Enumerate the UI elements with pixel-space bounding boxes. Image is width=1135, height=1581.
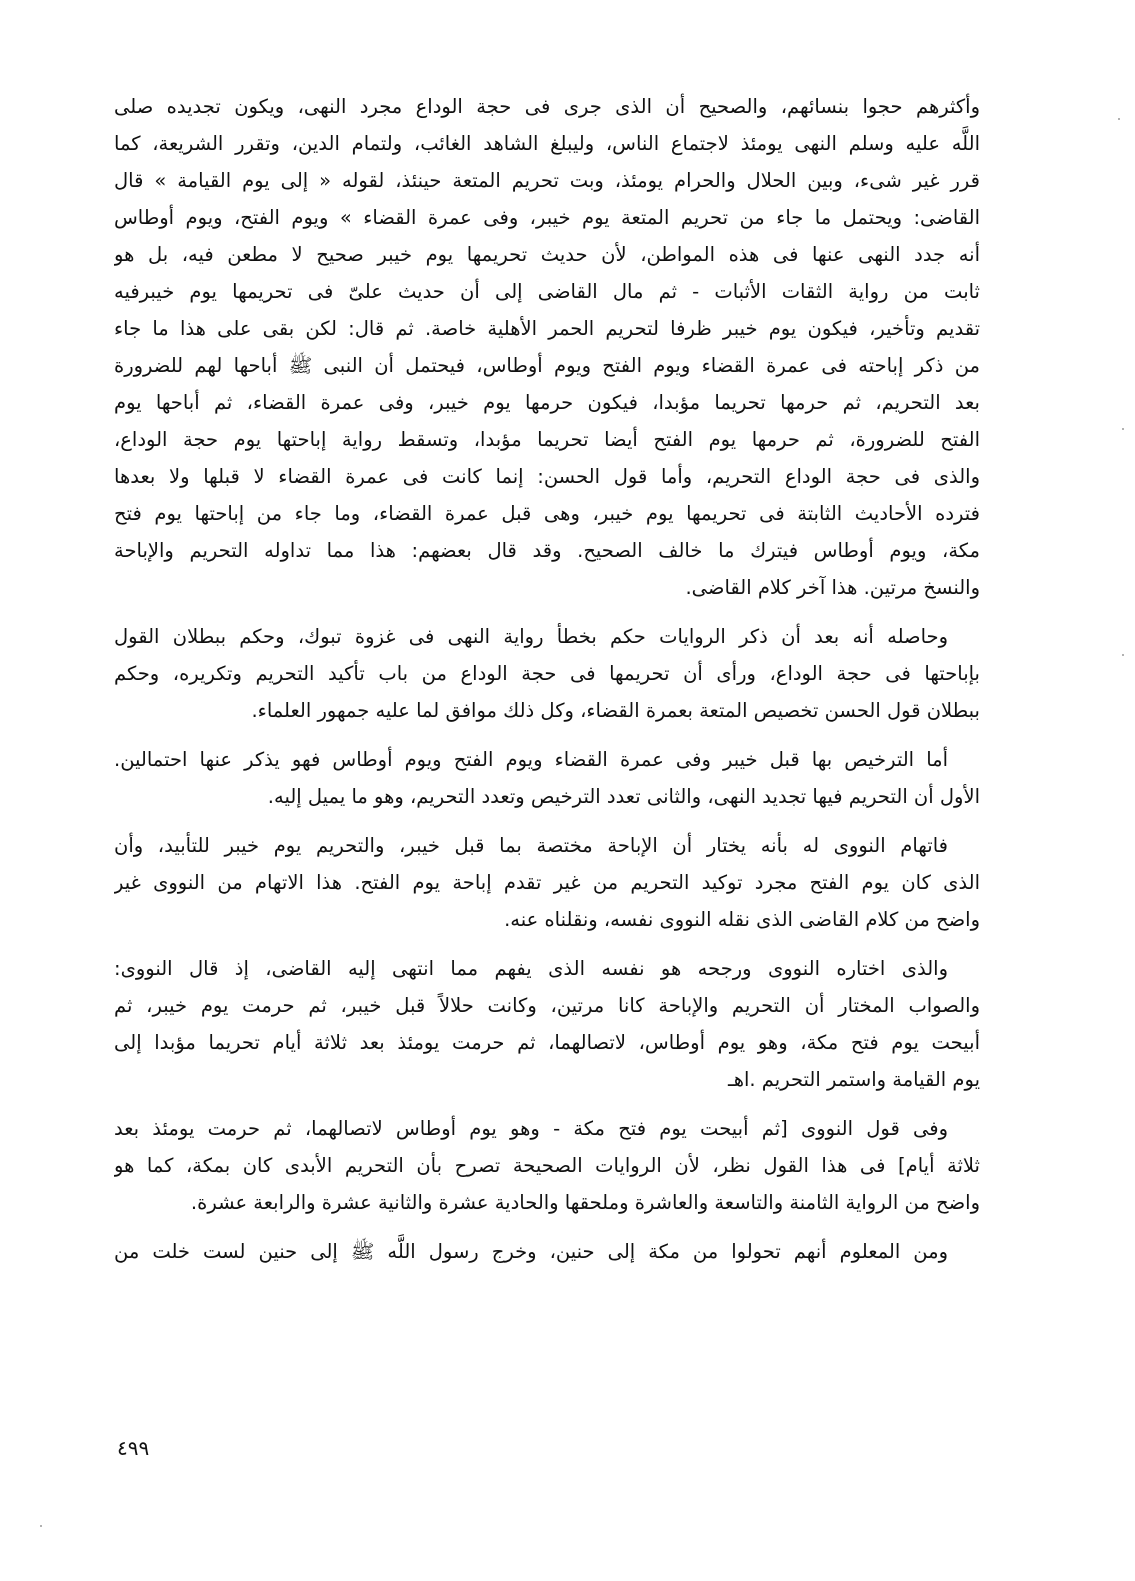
text-line: والذى اختاره النووى ورجحه هو نفسه الذى يفهم مما انتهى إليه القاضى، إذ قال النووى: <box>114 957 948 980</box>
paragraph-6 <box>114 1110 980 1221</box>
text-line: بإباحتها فى حجة الوداع، ورأى أن تحريمها فى حجة الوداع من باب تأكيد التحريم وتكريره، وحكم <box>114 662 980 685</box>
text-line: بعد التحريم، ثم حرمها تحريما مؤبدا، فيكون حرمها يوم خيبر، وفى عمرة القضاء، ثم أباحها يوم <box>114 391 980 414</box>
text-line: وأكثرهم حجوا بنسائهم، والصحيح أن الذى جرى فى حجة الوداع مجرد النهى، ويكون تجديده صلى <box>114 95 980 118</box>
text-line: ثابت من رواية الثقات الأثبات - ثم مال القاضى إلى أن حديث علىّ فى تحريمها يوم خيبرفيه <box>114 280 980 303</box>
text-line: أما الترخيص بها قبل خيبر وفى عمرة القضاء ويوم الفتح ويوم أوطاس فهو يذكر عنها احتمالين. <box>114 748 948 771</box>
paragraph-3 <box>114 741 980 815</box>
text-line: اللَّه عليه وسلم النهى يومئذ لاجتماع الناس، وليبلغ الشاهد الغائب، ولتمام الدين، وتقرر الشريعة، كما <box>114 132 980 155</box>
text-line: فترده الأحاديث الثابتة فى تحريمها يوم خيبر، وهى قبل عمرة القضاء، وما جاء من إباحتها يوم فتح <box>114 502 980 525</box>
paragraph-2 <box>114 618 980 729</box>
text-line: واضح من كلام القاضى الذى نقله النووى نفسه، ونقلناه عنه. <box>504 908 980 931</box>
text-line: فاتهام النووى له بأنه يختار أن الإباحة مختصة بما قبل خيبر، والتحريم يوم خيبر للتأبيد، وأن <box>114 834 948 857</box>
text-line: وحاصله أنه بعد أن ذكر الروايات حكم بخطأ رواية النهى فى غزوة تبوك، وحكم ببطلان القول <box>114 625 948 648</box>
text-line: قرر غير شىء، وبين الحلال والحرام يومئذ، وبت تحريم المتعة حينئذ، لقوله « إلى يوم القيامة » قال <box>114 169 980 192</box>
text-line: والذى فى حجة الوداع التحريم، وأما قول الحسن: إنما كانت فى عمرة القضاء لا قبلها ولا بعدها <box>114 465 980 488</box>
text-line: ثلاثة أيام] فى هذا القول نظر، لأن الروايات الصحيحة تصرح بأن التحريم الأبدى كان بمكة، كما هو <box>114 1154 980 1177</box>
text-line: من ذكر إباحته فى عمرة القضاء ويوم الفتح ويوم أوطاس، فيحتمل أن النبى ﷺ أباحها لهم للضرورة <box>114 354 980 377</box>
text-line: واضح من الرواية الثامنة والتاسعة والعاشرة وملحقها والحادية عشرة والثانية عشرة والرابعة عشرة. <box>190 1191 980 1214</box>
page-number: ٤٩٩ <box>117 1436 150 1460</box>
document-page <box>114 88 980 1282</box>
paragraph-7 <box>114 1233 980 1270</box>
paragraph-4 <box>114 827 980 938</box>
text-line: مكة، ويوم أوطاس فيترك ما خالف الصحيح. وقد قال بعضهم: هذا مما تداوله التحريم والإباحة <box>114 539 980 562</box>
text-line: ببطلان قول الحسن تخصيص المتعة بعمرة القضاء، وكل ذلك موافق لما عليه جمهور العلماء. <box>251 699 980 722</box>
text-line: والصواب المختار أن التحريم والإباحة كانا مرتين، وكانت حلالاً قبل خيبر، ثم حرمت يوم خيبر، ثم <box>114 994 980 1017</box>
text-line: الأول أن التحريم فيها تجديد النهى، والثانى تعدد الترخيص وتعدد التحريم، وهو ما يميل إليه. <box>267 785 980 808</box>
text-line: والنسخ مرتين. هذا آخر كلام القاضى. <box>685 576 980 599</box>
text-line: القاضى: ويحتمل ما جاء من تحريم المتعة يوم خيبر، وفى عمرة القضاء » ويوم الفتح، ويوم أوطاس <box>114 206 980 229</box>
text-line: أبيحت يوم فتح مكة، وهو يوم أوطاس، لاتصالهما، ثم حرمت يومئذ بعد ثلاثة أيام تحريما مؤبدا إلى <box>114 1031 980 1054</box>
text-line: أنه جدد النهى عنها فى هذه المواطن، لأن حديث تحريمها يوم خيبر صحيح لا مطعن فيه، بل هو <box>114 243 980 266</box>
text-line: ومن المعلوم أنهم تحولوا من مكة إلى حنين، وخرج رسول اللَّه ﷺ إلى حنين لست خلت من <box>114 1240 948 1263</box>
text-line: يوم القيامة واستمر التحريم .اهـ <box>727 1068 980 1091</box>
scan-artifact <box>40 1525 42 1527</box>
text-line: وفى قول النووى [ثم أبيحت يوم فتح مكة - وهو يوم أوطاس لاتصالهما، ثم حرمت يومئذ بعد <box>114 1117 948 1140</box>
text-line: الفتح للضرورة، ثم حرمها يوم الفتح أيضا تحريما مؤبدا، وتسقط رواية إباحتها يوم حجة الوداع، <box>114 428 980 451</box>
paragraph-1 <box>114 88 980 606</box>
text-line: الذى كان يوم الفتح مجرد توكيد التحريم من غير تقدم إباحة يوم الفتح. هذا الاتهام من النووى غير <box>114 871 980 894</box>
paragraph-5 <box>114 950 980 1098</box>
scan-artifact <box>1118 118 1120 120</box>
scan-artifact <box>1122 654 1124 656</box>
scan-artifact <box>1122 428 1124 430</box>
text-line: تقديم وتأخير، فيكون يوم خيبر ظرفا لتحريم الحمر الأهلية خاصة. ثم قال: لكن بقى على هذا ما جاء <box>114 317 980 340</box>
